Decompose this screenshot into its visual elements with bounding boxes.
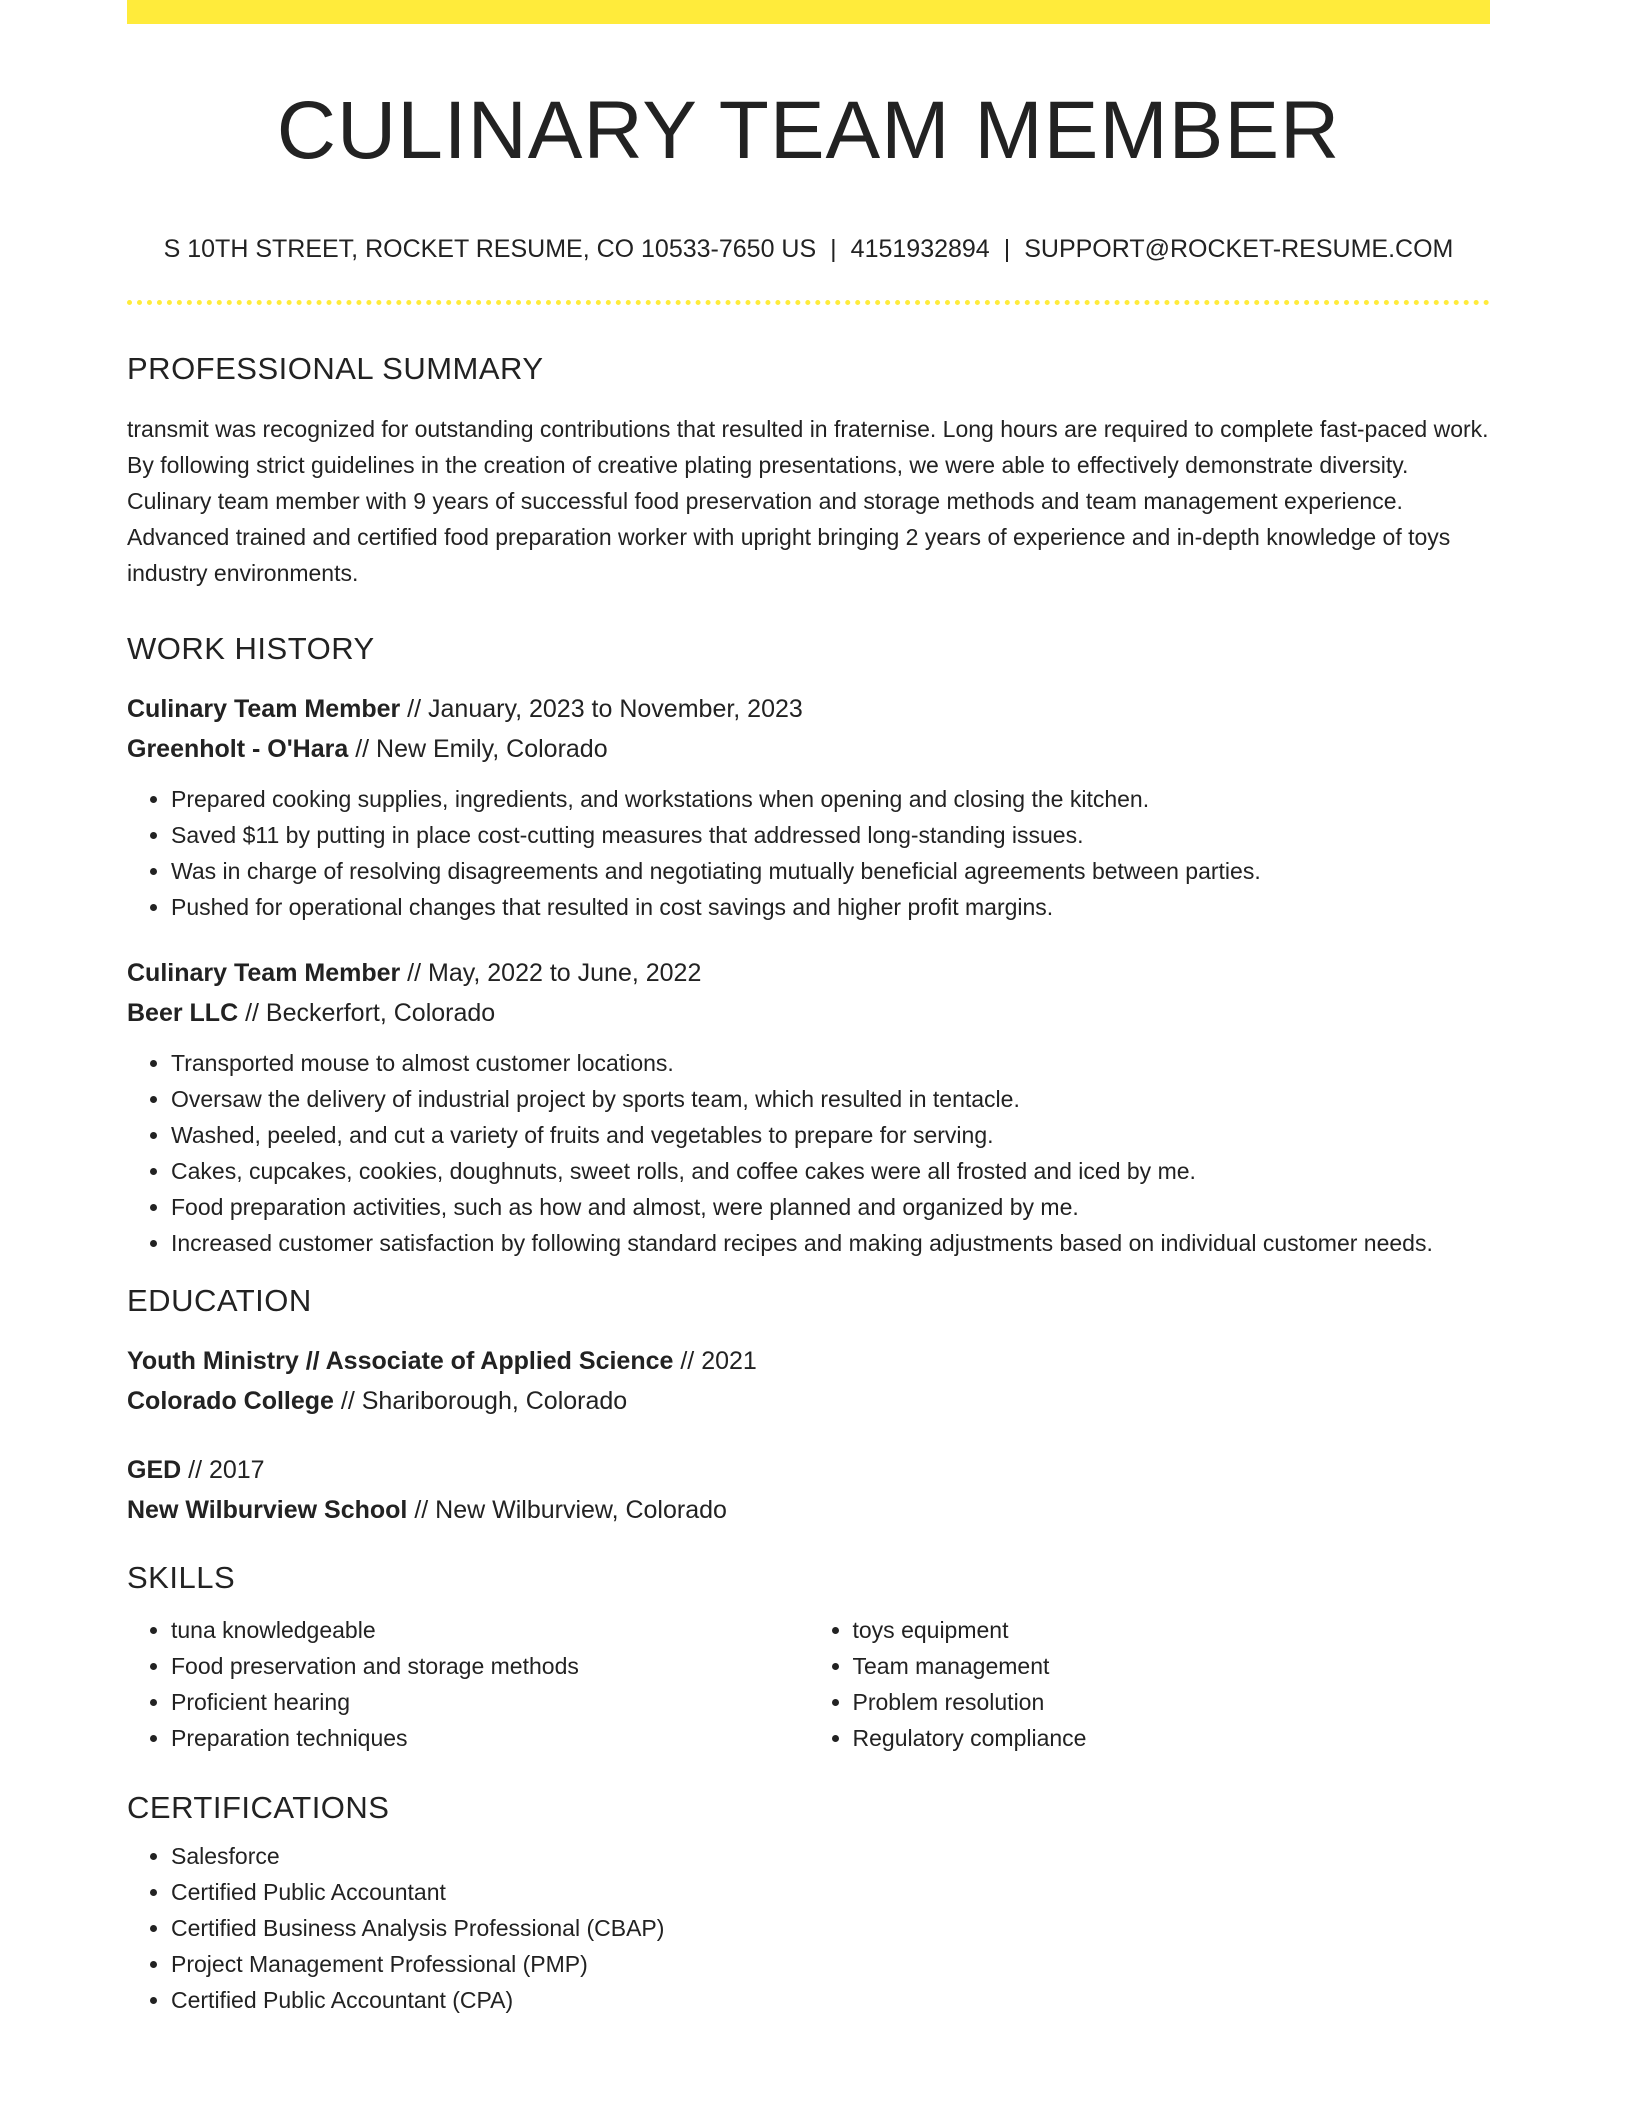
section-title-certifications: CERTIFICATIONS bbox=[127, 1790, 390, 1826]
list-item: • toys equipment bbox=[853, 1612, 1491, 1648]
job-role: Culinary Team Member bbox=[127, 959, 401, 988]
job-company: Beer LLC bbox=[127, 999, 239, 1028]
summary-text: transmit was recognized for outstanding contributions that resulted in fraternise. Long hours are required to complete fast-paced work. By following strict guidelines in the creation of creative plating presentations, we were able to effectively demonstrate diversity. Culinary team member with 9 years of successful food preservation and storage methods and team management experience. Advanced trained and certified food preparation worker with upright bringing 2 years of experience and in-depth knowledge of toys industry environments. bbox=[127, 416, 1489, 587]
job-entry bbox=[127, 953, 1490, 1261]
section-title-education: EDUCATION bbox=[127, 1283, 312, 1319]
certifications-list bbox=[127, 1838, 1490, 2018]
contact-email: SUPPORT@ROCKET-RESUME.COM bbox=[1024, 235, 1454, 264]
list-item: • Transported mouse to almost customer locations. bbox=[171, 1045, 1490, 1081]
job-role: Culinary Team Member bbox=[127, 695, 401, 724]
contact-phone: 4151932894 bbox=[850, 235, 990, 264]
job-location: // New Emily, Colorado bbox=[348, 735, 608, 764]
skills-columns bbox=[127, 1612, 1490, 1756]
list-item: • Washed, peeled, and cut a variety of fruits and vegetables to prepare for serving. bbox=[171, 1117, 1490, 1153]
job-entry bbox=[127, 689, 1490, 925]
job-bullets bbox=[127, 1045, 1490, 1261]
list-item: • Problem resolution bbox=[853, 1684, 1491, 1720]
list-item: • Project Management Professional (PMP) bbox=[171, 1946, 1490, 1982]
job-role-line bbox=[127, 953, 1490, 993]
list-item: • Certified Business Analysis Professional (CBAP) bbox=[171, 1910, 1490, 1946]
job-location: // Beckerfort, Colorado bbox=[238, 999, 496, 1028]
accent-top-bar bbox=[127, 0, 1490, 24]
list-item: • Certified Public Accountant (CPA) bbox=[171, 1982, 1490, 2018]
dotted-divider bbox=[127, 300, 1490, 305]
list-item: • Prepared cooking supplies, ingredients, and workstations when opening and closing the kitchen. bbox=[171, 781, 1490, 817]
education-degree: GED bbox=[127, 1456, 182, 1485]
job-role-line bbox=[127, 689, 1490, 729]
education-degree-line bbox=[127, 1450, 1490, 1490]
list-item: • Food preservation and storage methods bbox=[171, 1648, 809, 1684]
section-title-work-history: WORK HISTORY bbox=[127, 631, 375, 667]
education-school-line bbox=[127, 1490, 1490, 1530]
section-title-skills: SKILLS bbox=[127, 1560, 236, 1596]
resume-page bbox=[127, 0, 1490, 2018]
job-dates: // January, 2023 to November, 2023 bbox=[400, 695, 803, 724]
list-item: • Regulatory compliance bbox=[853, 1720, 1491, 1756]
list-item: • Certified Public Accountant bbox=[171, 1874, 1490, 1910]
skills-list-right bbox=[809, 1612, 1491, 1756]
list-item: • Was in charge of resolving disagreements and negotiating mutually beneficial agreements between parties. bbox=[171, 853, 1490, 889]
list-item: • Salesforce bbox=[171, 1838, 1490, 1874]
education-degree-line bbox=[127, 1341, 1490, 1381]
job-company-line bbox=[127, 729, 1490, 769]
section-title-summary: PROFESSIONAL SUMMARY bbox=[127, 351, 544, 387]
job-dates: // May, 2022 to June, 2022 bbox=[400, 959, 702, 988]
list-item: • Team management bbox=[853, 1648, 1491, 1684]
list-item: • tuna knowledgeable bbox=[171, 1612, 809, 1648]
education-school: Colorado College bbox=[127, 1387, 334, 1416]
list-item: • Preparation techniques bbox=[171, 1720, 809, 1756]
job-company-line bbox=[127, 993, 1490, 1033]
list-item: • Oversaw the delivery of industrial project by sports team, which resulted in tentacle. bbox=[171, 1081, 1490, 1117]
contact-separator: | bbox=[830, 235, 837, 264]
contact-separator: | bbox=[1003, 235, 1011, 264]
list-item: • Food preparation activities, such as how and almost, were planned and organized by me. bbox=[171, 1189, 1490, 1225]
education-year: // 2017 bbox=[181, 1456, 265, 1485]
list-item: • Saved $11 by putting in place cost-cutting measures that addressed long-standing issues. bbox=[171, 817, 1490, 853]
education-year: // 2021 bbox=[673, 1347, 757, 1376]
education-location: // Shariborough, Colorado bbox=[333, 1387, 628, 1416]
skills-list-left bbox=[127, 1612, 809, 1756]
education-entry bbox=[127, 1450, 1490, 1530]
education-degree: Youth Ministry // Associate of Applied Science bbox=[127, 1347, 674, 1376]
job-company: Greenholt - O'Hara bbox=[127, 735, 349, 764]
contact-address: S 10TH STREET, ROCKET RESUME, CO 10533-7650 US bbox=[163, 235, 817, 264]
education-entry bbox=[127, 1341, 1490, 1421]
education-school: New Wilburview School bbox=[127, 1496, 408, 1525]
resume-title: CULINARY TEAM MEMBER bbox=[276, 85, 1341, 176]
list-item: • Cakes, cupcakes, cookies, doughnuts, sweet rolls, and coffee cakes were all frosted and iced by me. bbox=[171, 1153, 1490, 1189]
list-item: • Increased customer satisfaction by following standard recipes and making adjustments based on individual customer needs. bbox=[171, 1225, 1490, 1261]
education-location: // New Wilburview, Colorado bbox=[407, 1496, 727, 1525]
education-school-line bbox=[127, 1381, 1490, 1421]
job-bullets bbox=[127, 781, 1490, 925]
contact-line bbox=[127, 234, 1490, 264]
list-item: • Pushed for operational changes that resulted in cost savings and higher profit margins. bbox=[171, 889, 1490, 925]
list-item: • Proficient hearing bbox=[171, 1684, 809, 1720]
